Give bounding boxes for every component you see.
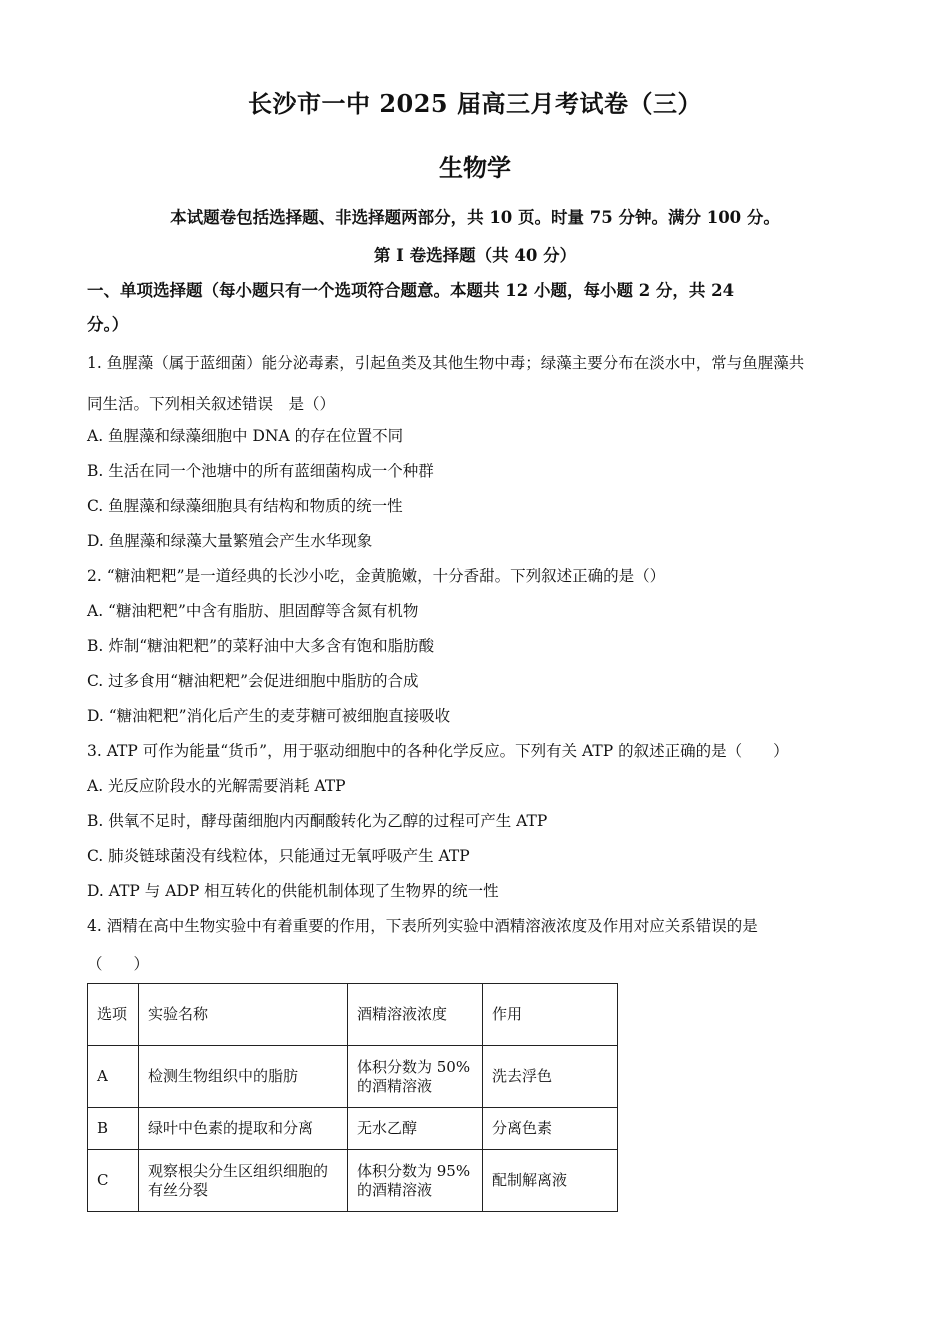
- section-heading-line2: 分。）: [87, 315, 129, 334]
- q1-option-d: D. 鱼腥藻和绿藻大量繁殖会产生水华现象: [87, 532, 373, 550]
- q2-option-c: C. 过多食用“糖油粑粑”会促进细胞中脂肪的合成: [87, 672, 419, 690]
- table-cell: 观察根尖分生区组织细胞的有丝分裂: [139, 1150, 348, 1212]
- table-cell: 检测生物组织中的脂肪: [139, 1046, 348, 1108]
- q4-table: [87, 983, 618, 1212]
- exam-intro: 本试题卷包括选择题、非选择题两部分，共 10 页。时量 75 分钟。满分 100 分。: [170, 208, 780, 227]
- q4-stem-line2: （ ）: [87, 955, 150, 973]
- q1-option-a: A. 鱼腥藻和绿藻细胞中 DNA 的存在位置不同: [87, 427, 404, 445]
- table-cell: 绿叶中色素的提取和分离: [139, 1108, 348, 1150]
- table-row: [88, 1108, 618, 1150]
- q4-stem-line1: 4. 酒精在高中生物实验中有着重要的作用，下表所列实验中酒精溶液浓度及作用对应关系错误的是: [87, 917, 758, 935]
- table-row: [88, 1150, 618, 1212]
- table-cell: 分离色素: [483, 1108, 618, 1150]
- q2-option-a: A. “糖油粑粑”中含有脂肪、胆固醇等含氮有机物: [87, 602, 419, 620]
- table-header-cell: 选项: [88, 984, 139, 1046]
- q3-option-a: A. 光反应阶段水的光解需要消耗 ATP: [87, 777, 346, 795]
- table-cell: 体积分数为 50%的酒精溶液: [348, 1046, 483, 1108]
- table-cell: A: [88, 1046, 139, 1108]
- q1-stem-line1: 1. 鱼腥藻（属于蓝细菌）能分泌毒素，引起鱼类及其他生物中毒；绿藻主要分布在淡水中，常与鱼腥藻共: [87, 354, 805, 372]
- table-cell: 无水乙醇: [348, 1108, 483, 1150]
- q3-option-b: B. 供氧不足时，酵母菌细胞内丙酮酸转化为乙醇的过程可产生 ATP: [87, 812, 548, 830]
- q1-option-b: B. 生活在同一个池塘中的所有蓝细菌构成一个种群: [87, 462, 434, 480]
- volume-heading: 第 I 卷选择题（共 40 分）: [373, 246, 577, 265]
- q3-option-c: C. 肺炎链球菌没有线粒体，只能通过无氧呼吸产生 ATP: [87, 847, 470, 865]
- table-header-cell: 作用: [483, 984, 618, 1046]
- subject-title: 生物学: [439, 153, 511, 182]
- table-header-cell: 酒精溶液浓度: [348, 984, 483, 1046]
- table-cell: B: [88, 1108, 139, 1150]
- table-cell: 配制解离液: [483, 1150, 618, 1212]
- table-row: [88, 1046, 618, 1108]
- section-heading: [87, 274, 827, 342]
- q1-option-c: C. 鱼腥藻和绿藻细胞具有结构和物质的统一性: [87, 497, 403, 515]
- q3-stem: 3. ATP 可作为能量“货币”，用于驱动细胞中的各种化学反应。下列有关 ATP 的叙述正确的是（ ）: [87, 742, 789, 760]
- exam-title: 长沙市一中 2025 届高三月考试卷（三）: [247, 89, 702, 118]
- section-heading-line1: 一、单项选择题（每小题只有一个选项符合题意。本题共 12 小题，每小题 2 分，共 24: [87, 281, 735, 300]
- table-cell: 体积分数为 95%的酒精溶液: [348, 1150, 483, 1212]
- q2-option-b: B. 炸制“糖油粑粑”的菜籽油中大多含有饱和脂肪酸: [87, 637, 435, 655]
- q2-option-d: D. “糖油粑粑”消化后产生的麦芽糖可被细胞直接吸收: [87, 707, 451, 725]
- q1-stem-line2: 同生活。下列相关叙述错误 是（）: [87, 395, 336, 413]
- table-header-row: [88, 984, 618, 1046]
- table-cell: C: [88, 1150, 139, 1212]
- table-header-cell: 实验名称: [139, 984, 348, 1046]
- table-cell: 洗去浮色: [483, 1046, 618, 1108]
- q2-stem: 2. “糖油粑粑”是一道经典的长沙小吃，金黄脆嫩，十分香甜。下列叙述正确的是（）: [87, 567, 666, 585]
- q3-option-d: D. ATP 与 ADP 相互转化的供能机制体现了生物界的统一性: [87, 882, 499, 900]
